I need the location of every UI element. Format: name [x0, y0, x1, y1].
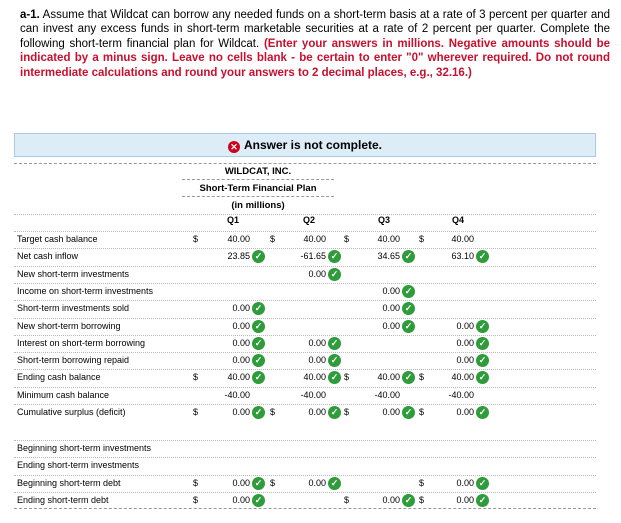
cell-input-q2[interactable]: -61.65: [300, 251, 326, 262]
error-icon: ✕: [228, 141, 240, 153]
cell-input-q2: -40.00: [300, 389, 326, 400]
dollar-sign: $: [344, 494, 350, 505]
dollar-sign: $: [419, 372, 425, 383]
plan-row: [14, 248, 596, 265]
debt-row: [14, 475, 596, 492]
cell-input-q1[interactable]: 0.00: [232, 494, 250, 505]
row-label: Beginning short-term debt: [17, 477, 121, 488]
cell-input-q2[interactable]: 0.00: [308, 477, 326, 488]
correct-check-icon: ✓: [476, 354, 489, 367]
cell-input-q4[interactable]: 63.10: [451, 251, 474, 262]
correct-check-icon: ✓: [252, 337, 265, 350]
cell-input-q4[interactable]: 0.00: [456, 337, 474, 348]
cell-input-q1[interactable]: 0.00: [232, 320, 250, 331]
plan-row: [14, 404, 596, 421]
row-label: Income on short-term investments: [17, 285, 154, 296]
correct-check-icon: ✓: [252, 320, 265, 333]
correct-check-icon: ✓: [252, 406, 265, 419]
column-header-q1: Q1: [226, 215, 239, 225]
cell-input-q4: -40.00: [448, 389, 474, 400]
cell-input-q1[interactable]: 0.00: [232, 303, 250, 314]
dollar-sign: $: [419, 407, 425, 417]
cell-input-q1[interactable]: 0.00: [232, 337, 250, 348]
row-label: Beginning short-term investments: [17, 443, 152, 453]
correct-check-icon: ✓: [402, 371, 415, 384]
debt-row: [14, 440, 596, 457]
row-label: Net cash inflow: [17, 251, 79, 262]
correct-check-icon: ✓: [402, 320, 415, 333]
plan-row: [14, 369, 596, 386]
dollar-sign: $: [193, 234, 199, 244]
correct-check-icon: ✓: [476, 337, 489, 350]
row-label: Minimum cash balance: [17, 389, 110, 400]
question-number: a-1.: [20, 9, 40, 21]
debt-row: [14, 492, 596, 509]
cell-input-q1[interactable]: 0.00: [232, 477, 250, 488]
plan-row: [14, 352, 596, 369]
correct-check-icon: ✓: [328, 337, 341, 350]
correct-check-icon: ✓: [476, 406, 489, 419]
cell-input-q3[interactable]: 0.00: [382, 407, 400, 417]
dollar-sign: $: [344, 372, 350, 383]
correct-check-icon: ✓: [476, 477, 489, 490]
cell-input-q1: 40.00: [227, 234, 250, 244]
cell-input-q3[interactable]: 0.00: [382, 285, 400, 296]
cell-input-q4[interactable]: 40.00: [451, 372, 474, 383]
table-units: (in millions): [231, 200, 285, 211]
cell-input-q3: -40.00: [374, 389, 400, 400]
cell-input-q4: 40.00: [451, 234, 474, 244]
correct-check-icon: ✓: [476, 494, 489, 507]
column-header-q3: Q3: [377, 215, 390, 225]
plan-row: [14, 387, 596, 404]
cell-input-q1: -40.00: [224, 389, 250, 400]
cell-input-q2[interactable]: 0.00: [308, 337, 326, 348]
dollar-sign: $: [193, 494, 199, 505]
dollar-sign: $: [419, 234, 425, 244]
row-label: New short-term borrowing: [17, 320, 121, 331]
dollar-sign: $: [193, 372, 199, 383]
cell-input-q1[interactable]: 0.00: [232, 355, 250, 366]
cell-input-q1[interactable]: 40.00: [227, 372, 250, 383]
cell-input-q3: 40.00: [377, 234, 400, 244]
row-label: Ending short-term investments: [17, 460, 140, 471]
row-label: Short-term borrowing repaid: [17, 355, 130, 366]
cell-input-q1[interactable]: 0.00: [232, 407, 250, 417]
question-hint: (Enter your answers in millions. Negative amounts should be indicated by a minus sign. Leave no cells blank - be certain to enter "0" wherever required. Do not round intermediate calculations and round your answers to 2 decimal places, e.g., 32.16.): [20, 37, 610, 79]
cell-input-q4[interactable]: 0.00: [456, 477, 474, 488]
plan-row: [14, 266, 596, 283]
row-label: Interest on short-term borrowing: [17, 337, 146, 348]
row-label: Target cash balance: [17, 234, 98, 244]
cell-input-q4[interactable]: 0.00: [456, 407, 474, 417]
question-body: Assume that Wildcat can borrow any needed funds on a short-term basis at a rate of 3 percent per quarter and can invest any excess funds in short-term marketable securities at a rate of 2 percent per quarter. Complete the following short-term financial plan for Wildcat.: [20, 9, 611, 50]
plan-row: [14, 231, 596, 248]
column-header-q2: Q2: [302, 215, 315, 225]
correct-check-icon: ✓: [328, 250, 341, 263]
cell-input-q3[interactable]: 0.00: [382, 494, 400, 505]
cell-input-q2[interactable]: 0.00: [308, 407, 326, 417]
cell-input-q2[interactable]: 0.00: [308, 355, 326, 366]
cell-input-q3[interactable]: 0.00: [382, 303, 400, 314]
row-label: New short-term investments: [17, 268, 130, 279]
cell-input-q3[interactable]: 40.00: [377, 372, 400, 383]
plan-row: [14, 318, 596, 335]
correct-check-icon: ✓: [328, 477, 341, 490]
cell-input-q1[interactable]: 23.85: [227, 251, 250, 262]
cell-input-q2: 40.00: [303, 234, 326, 244]
plan-row: [14, 300, 596, 317]
table-bottom-border: [14, 508, 596, 509]
correct-check-icon: ✓: [252, 302, 265, 315]
company-name: WILDCAT, INC.: [224, 166, 292, 177]
dollar-sign: $: [270, 477, 276, 488]
correct-check-icon: ✓: [476, 320, 489, 333]
row-label: Short-term investments sold: [17, 303, 130, 314]
plan-row: [14, 335, 596, 352]
correct-check-icon: ✓: [252, 250, 265, 263]
dollar-sign: $: [419, 477, 425, 488]
cell-input-q4[interactable]: 0.00: [456, 355, 474, 366]
correct-check-icon: ✓: [252, 371, 265, 384]
cell-input-q4[interactable]: 0.00: [456, 320, 474, 331]
row-label: Cumulative surplus (deficit): [17, 407, 126, 417]
cell-input-q4[interactable]: 0.00: [456, 494, 474, 505]
correct-check-icon: ✓: [328, 268, 341, 281]
banner-text: Answer is not complete.: [243, 138, 383, 152]
column-header-q4: Q4: [451, 215, 464, 225]
dollar-sign: $: [344, 407, 350, 417]
table-title: Short-Term Financial Plan: [199, 183, 317, 194]
plan-row: [14, 283, 596, 300]
cell-input-q2[interactable]: 0.00: [308, 268, 326, 279]
debt-row: [14, 457, 596, 474]
correct-check-icon: ✓: [402, 250, 415, 263]
cell-input-q2[interactable]: 40.00: [303, 372, 326, 383]
dollar-sign: $: [193, 407, 199, 417]
dollar-sign: $: [419, 494, 425, 505]
correct-check-icon: ✓: [328, 406, 341, 419]
dollar-sign: $: [344, 234, 350, 244]
row-label: Ending short-term debt: [17, 494, 109, 505]
correct-check-icon: ✓: [328, 371, 341, 384]
dollar-sign: $: [270, 407, 276, 417]
dollar-sign: $: [193, 477, 199, 488]
correct-check-icon: ✓: [252, 494, 265, 507]
correct-check-icon: ✓: [252, 477, 265, 490]
correct-check-icon: ✓: [476, 371, 489, 384]
correct-check-icon: ✓: [402, 302, 415, 315]
row-label: Ending cash balance: [17, 372, 101, 383]
cell-input-q3[interactable]: 0.00: [382, 320, 400, 331]
correct-check-icon: ✓: [476, 250, 489, 263]
column-header-row: [14, 214, 596, 229]
correct-check-icon: ✓: [402, 406, 415, 419]
correct-check-icon: ✓: [328, 354, 341, 367]
cell-input-q3[interactable]: 34.65: [377, 251, 400, 262]
dollar-sign: $: [270, 234, 276, 244]
correct-check-icon: ✓: [252, 354, 265, 367]
correct-check-icon: ✓: [402, 285, 415, 298]
correct-check-icon: ✓: [402, 494, 415, 507]
